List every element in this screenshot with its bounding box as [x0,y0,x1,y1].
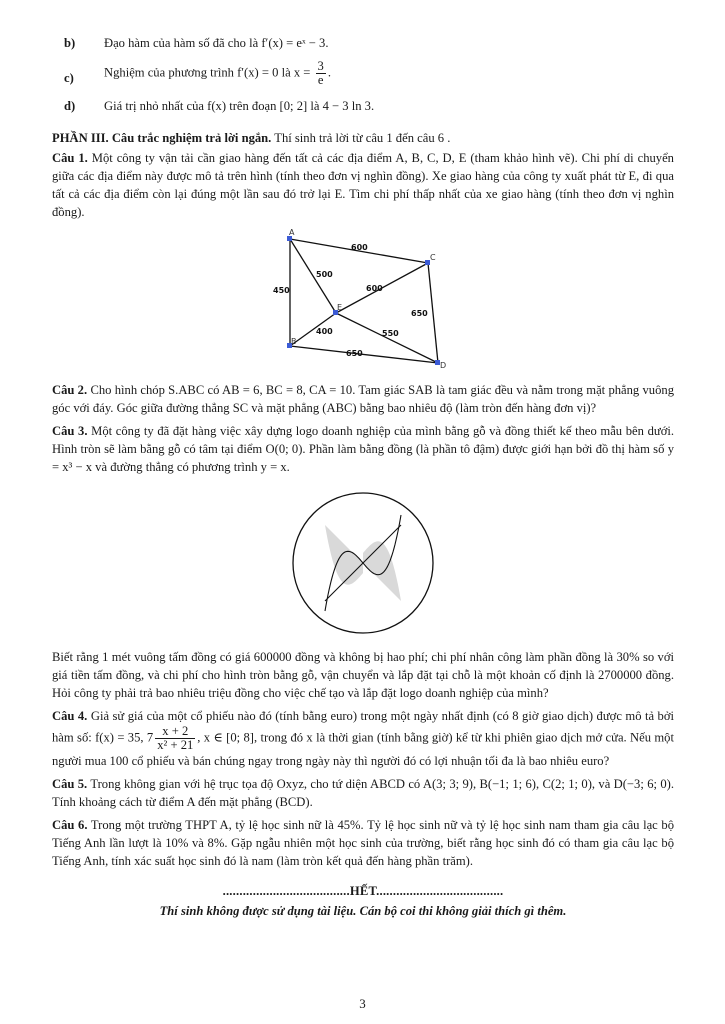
question-3-continuation [52,648,674,702]
end-text: HẾT [349,884,377,898]
answer-item-c [52,60,674,87]
label-c: C [430,253,436,262]
delivery-graph-figure [273,228,448,373]
label-d: D [440,361,447,370]
weight-ac: 600 [351,243,368,252]
end-dots-right: ...................................... [376,884,504,898]
label-e: E [337,303,343,312]
answer-item-d [52,97,674,115]
end-dots-left: ...................................... [222,884,350,898]
item-label: c) [64,71,74,85]
weight-ae: 500 [316,270,333,279]
label-b: B [291,337,297,346]
question-label: Câu 2. [52,383,88,397]
weight-ab: 450 [273,286,290,295]
copper-region-right [363,541,401,601]
weight-ed: 550 [382,329,399,338]
question-label: Câu 5. [52,777,88,791]
item-text-end: . [327,65,331,80]
question-text: Biết rằng 1 mét vuông tấm đồng có giá 600000 đồng và không bị hao phí; chi phí nhân công làm phần đồng là 30% so với giá tiền tấm đồng, và chi phí cho hình tròn bằng gỗ, vận chuyển và lắp đặt tại chỗ là một khoản cố định là 2700000 đồng. Hỏi công ty phải trả bao nhiêu triệu đồng cho việc chế tạo và lắp đặt logo doanh nghiệp của mình? [52,650,674,700]
question-1 [52,149,674,221]
fraction-denominator: e [317,73,324,87]
question-text-end: , x ∈ [0; 8], trong đó x là thời gian (tính bằng giờ) kể từ khi phiên giao dịch mở cửa. Nếu một người mua 100 cổ phiếu và bán chúng ngay trong ngày này thì người đó có lợi nhuận tối đa là bao nhiêu euro? [52,730,674,768]
end-marker [52,882,674,900]
question-5 [52,775,674,811]
answer-item-b [52,34,674,52]
item-text: Nghiệm của phương trình f′(x) = 0 là x = [104,65,311,80]
question-text: Một công ty đã đặt hàng việc xây dựng logo doanh nghiệp của mình bằng gỗ và đồng thiết kế theo mẫu bên dưới. Hình tròn sẽ làm bằng gỗ có tâm tại điểm O(0; 0). Phần làm bằng đồng (là phần tô đậm) được giới hạn bởi đồ thị hàm số y = x³ − x và đường thẳng có phương trình y = x. [52,424,674,474]
page-content [52,34,674,920]
part3-heading [52,129,674,147]
fraction [155,725,195,752]
weight-ec: 600 [366,284,383,293]
part3-instruction: Thí sinh trả lời từ câu 1 đến câu 6 . [274,131,451,145]
question-text: Giả sử giá của một cổ phiếu nào đó (tính bằng euro) trong một ngày nhất định (có 8 giờ giao dịch) được mô tả bởi hàm số: f(x) = 35, 7 [52,709,675,745]
question-label: Câu 3. [52,424,88,438]
item-text: Đạo hàm của hàm số đã cho là f′(x) = eˣ − 3. [104,36,329,50]
question-text: Một công ty vận tải cần giao hàng đến tất cả các địa điểm A, B, C, D, E (tham khảo hình vẽ). Chi phí di chuyển giữa các địa điểm này được mô tả trên hình (tính theo đơn vị nghìn đồng). Xe giao hàng của công ty xuất phát từ E, đi qua tất cả các địa điểm còn lại đúng một lần sau đó trở lại E. Tìm chi phí thấp nhất của xe giao hàng (tính theo đơn vị nghìn đồng). [52,151,674,219]
item-text: Giá trị nhỏ nhất của f(x) trên đoạn [0; 2] là 4 − 3 ln 3. [104,99,375,113]
page-number: 3 [359,996,366,1011]
question-2 [52,381,674,417]
weight-eb: 400 [316,327,333,336]
question-text: Trong một trường THPT A, tỷ lệ học sinh nữ là 45%. Tỷ lệ học sinh nữ và tỷ lệ học sinh nam tham gia câu lạc bộ Tiếng Anh lần lượt là 10% và 8%. Gặp ngẫu nhiên một học sinh của trường, biết rằng học sinh đó có tham gia câu lạc bộ Tiếng Anh, tính xác suất học sinh đó là nam (làm tròn kết quả đến hàng phần trăm). [52,818,675,868]
question-label: Câu 1. [52,151,88,165]
question-label: Câu 4. [52,709,88,723]
item-label: d) [64,99,76,113]
weight-bd: 650 [346,349,363,358]
part3-title: PHẦN III. Câu trắc nghiệm trả lời ngắn. [52,131,272,145]
label-a: A [289,228,295,237]
item-label: b) [64,36,76,50]
question-text: Cho hình chóp S.ABC có AB = 6, BC = 8, CA = 10. Tam giác SAB là tam giác đều và nằm trong mặt phẳng vuông góc với đáy. Góc giữa đường thẳng SC và mặt phẳng (ABC) bằng bao nhiêu độ (làm tròn đến hàng đơn vị)? [52,383,674,415]
weight-cd: 650 [411,309,428,318]
fraction-numerator: x + 2 [155,725,195,739]
question-label: Câu 6. [52,818,88,832]
fraction [316,60,326,87]
question-3 [52,422,674,476]
logo-figure [288,488,438,638]
fraction-denominator: x² + 21 [157,738,194,752]
fraction-numerator: 3 [317,59,324,73]
copper-region-left [325,525,363,585]
question-text: Trong không gian với hệ trục tọa độ Oxyz, cho tứ diện ABCD có A(3; 3; 9), B(−1; 1; 6), C(2; 1; 0), và D(−3; 6; 0). Tính khoảng cách từ điểm A đến mặt phẳng (BCD). [52,777,674,809]
exam-note: Thí sinh không được sử dụng tài liệu. Cán bộ coi thi không giải thích gì thêm. [159,904,567,918]
question-6 [52,816,674,870]
question-4 [52,707,674,770]
